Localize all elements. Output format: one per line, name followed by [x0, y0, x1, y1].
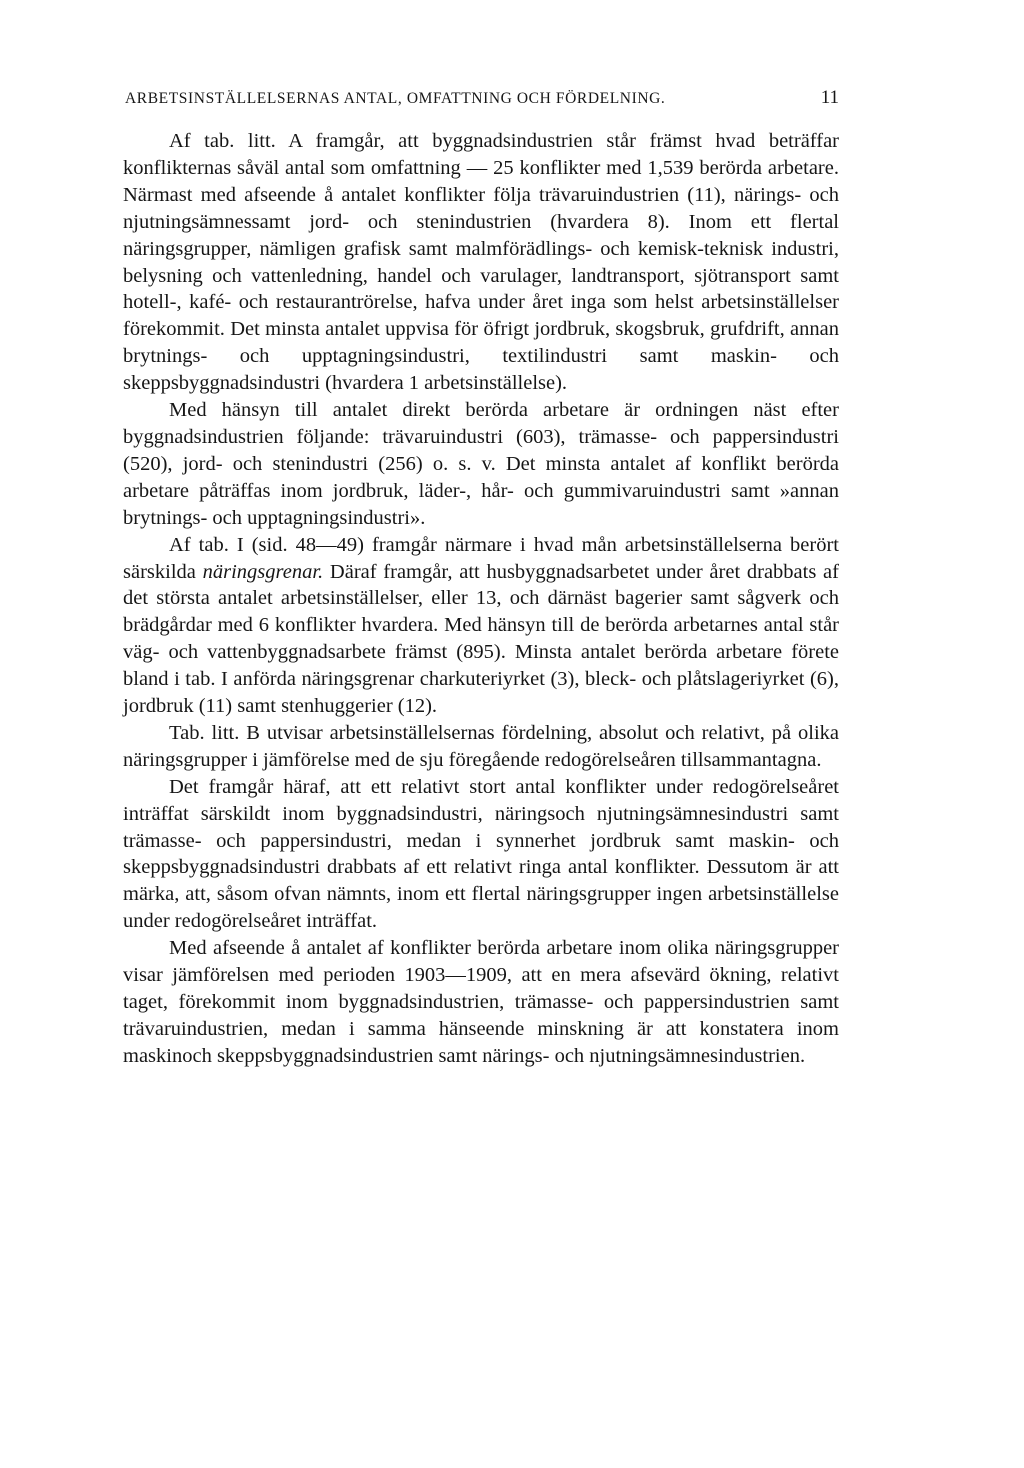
- paragraph-4: Tab. litt. B utvisar arbetsinställelsernas fördelning, absolut och relativt, på olika näringsgrupper i jämförelse med de sju föregående redogörelseåren tillsammantagna.: [123, 721, 839, 771]
- paragraph-6: Med afseende å antalet af konflikter berörda arbetare inom olika näringsgrupper visar jämförelsen med perioden 1903—1909, att en mera afsevärd ökning, relativt taget, förekommit inom byggnadsindustrien, trämasse- och pappersindustrien samt trävaruindustrien, medan i samma hänseende minskning är att konstatera inom maskinoch skeppsbyggnadsindustrien samt närings- och njutningsämnesindustrien.: [123, 937, 839, 1067]
- paragraph-2: Med hänsyn till antalet direkt berörda arbetare är ordningen näst efter byggnadsindustrien följande: trävaruindustri (603), trämasse- och pappersindustri (520), jord- och stenindustri (256) o. s. v. Det minsta antalet af konflikt berörda arbetare påträffas inom jordbruk, läder-, hår- och gummivaruindustri samt »annan brytnings- och upptagningsindustri».: [123, 399, 839, 529]
- body-text: [123, 128, 839, 1070]
- page-number: 11: [820, 87, 839, 108]
- paragraph-3-start: Af tab. I (sid. 48—49) framgår närmare i hvad mån arbetsinställelserna berört särskilda: [123, 533, 839, 583]
- paragraph-3-rest: Däraf framgår, att husbyggnadsarbetet under året drabbats af det största antalet arbetsinställelser, eller 13, och därnäst bagerier samt sågverk och brädgårdar med 6 konflikter hvardera. Med hänsyn till de berörda arbetarnes antal står väg- och vattenbyggnadsarbete främst (895). Minsta antalet berörda arbetare förete bland i tab. I anförda näringsgrenar charkuteriyrket (3), bleck- och plåtslageriyrket (6), jordbruk (11) samt stenhuggerier (12).: [123, 560, 839, 718]
- paragraph-1: Af tab. litt. A framgår, att byggnadsindustrien står främst hvad beträffar konflikternas såväl antal som omfattning — 25 konflikter med 1,539 berörda arbetare. Närmast med afseende å antalet konflikter följa trävaruindustrien (11), närings- och njutningsämnessamt jord- och stenindustrien (hvardera 8). Inom ett flertal näringsgrupper, nämligen grafisk samt malmförädlings- och kemisk-teknisk industri, belysning och vattenledning, handel och varulager, landtransport, sjötransport samt hotell-, kafé- och restaurantrörelse, hafva under året inga som helst arbetsinställelser förekommit. Det minsta antalet uppvisa för öfrigt jordbruk, skogsbruk, grufdrift, annan brytnings- och upptagningsindustri, textilindustri samt maskin- och skeppsbyggnadsindustri (hvardera 1 arbetsinställelse).: [123, 130, 839, 395]
- italic-term: näringsgrenar.: [202, 560, 324, 583]
- running-head: [123, 86, 839, 116]
- document-page: [123, 86, 839, 1070]
- paragraph-5: Det framgår häraf, att ett relativt stort antal konflikter under redogörelseåret inträffat särskildt inom byggnadsindustri, näringsoch njutningsämnesindustri samt trämasse- och pappersindustri, medan i synnerhet jordbruk samt maskin- och skeppsbyggnadsindustri drabbats af ett relativt ringa antal konflikter. Dessutom är att märka, att, såsom ofvan nämnts, inom ett flertal näringsgrupper ingen arbetsinställelse under redogörelseåret inträffat.: [123, 775, 839, 933]
- paragraph-3: [123, 532, 839, 720]
- running-title: ARBETSINSTÄLLELSERNAS ANTAL, OMFATTNING OCH FÖRDELNING.: [125, 90, 666, 107]
